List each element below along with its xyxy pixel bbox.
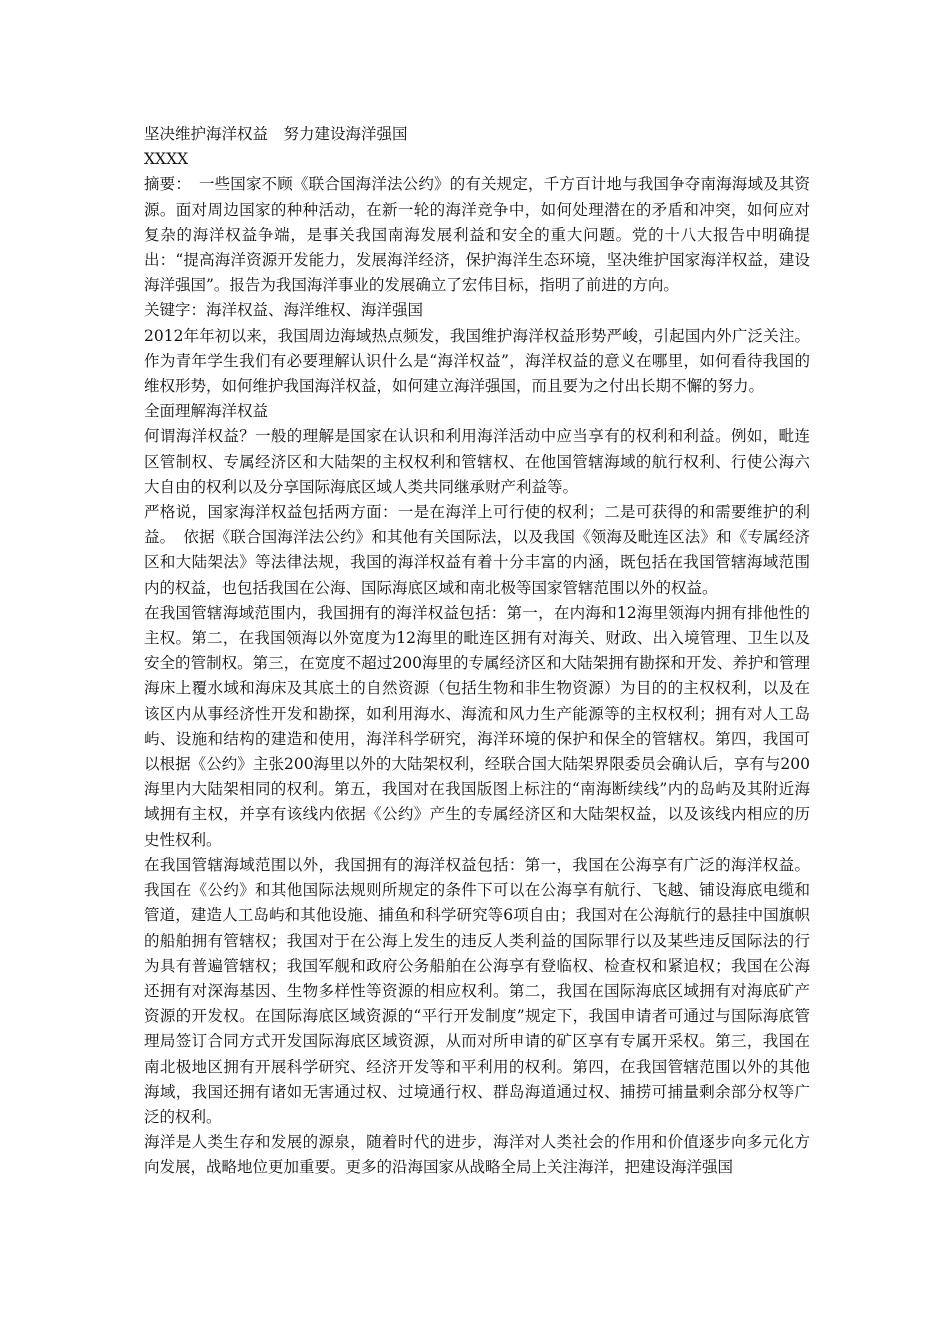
body-paragraph: 在我国管辖海域范围以外，我国拥有的海洋权益包括：第一，我国在公海享有广泛的海洋权益。我国在《公约》和其他国际法规则所规定的条件下可以在公海享有航行、飞越、铺设海底电缆和管道，建造人工岛屿和其他设施、捕鱼和科学研究等6项自由；我国对在公海航行的悬挂中国旗帜的船舶拥有管辖权；我国对于在公海上发生的违反人类利益的国际罪行以及某些违反国际法的行为具有普遍管辖权；我国军舰和政府公务船舶在公海享有登临权、检查权和紧追权；我国在公海还拥有对深海基因、生物多样性等资源的相应权利。第二，我国在国际海底区域拥有对海底矿产资源的开发权。在国际海底区域资源的“平行开发制度”规定下，我国申请者可通过与国际海底管理局签订合同方式开发国际海底区域资源，从而对所申请的矿区享有专属开采权。第三，我国在南北极地区拥有开展科学研究、经济开发等和平利用的权利。第四，在我国管辖范围以外的其他海域，我国还拥有诸如无害通过权、过境通行权、群岛海道通过权、捕捞可捕量剩余部分权等广泛的权利。: [144, 855, 810, 1126]
body-paragraph: 在我国管辖海域范围内，我国拥有的海洋权益包括：第一，在内海和12海里领海内拥有排他性的主权。第二，在我国领海以外宽度为12海里的毗连区拥有对海关、财政、出入境管理、卫生以及安全的管制权。第三，在宽度不超过200海里的专属经济区和大陆架拥有勘探和开发、养护和管理海床上覆水域和海床及其底土的自然资源（包括生物和非生物资源）为目的的主权权利，以及在该区内从事经济性开发和勘探，如利用海水、海流和风力生产能源等的主权权利；拥有对人工岛屿、设施和结构的建造和使用，海洋科学研究，海洋环境的保护和保全的管辖权。第四，我国可以根据《公约》主张200海里以外的大陆架权利，经联合国大陆架界限委员会确认后，享有与200海里内大陆架相同的权利。第五，我国对在我国版图上标注的“南海断续线”内的岛屿及其附近海域拥有主权，并享有该线内依据《公约》产生的专属经济区和大陆架权益，以及该线内相应的历史性权利。: [144, 603, 810, 849]
document-title: 坚决维护海洋权益 努力建设海洋强国: [144, 125, 408, 143]
body-paragraph: 海洋是人类生存和发展的源泉，随着时代的进步，海洋对人类社会的作用和价值逐步向多元化方向发展，战略地位更加重要。更多的沿海国家从战略全局上关注海洋，把建设海洋强国: [144, 1133, 810, 1177]
section-heading: 全面理解海洋权益: [144, 402, 269, 421]
abstract-paragraph: 摘要： 一些国家不顾《联合国海洋法公约》的有关规定，千方百计地与我国争夺南海海域及其资源。面对周边国家的种种活动，在新一轮的海洋竞争中，如何处理潜在的矛盾和冲突，如何应对复杂的海洋权益争端，是事关我国南海发展利益和安全的重大问题。党的十八大报告中明确提出：“提高海洋资源开发能力，发展海洋经济，保护海洋生态环境，坚决维护国家海洋权益，建设海洋强国”。报告为我国海洋事业的发展确立了宏伟目标，指明了前进的方向。: [144, 175, 810, 295]
intro-paragraph: 2012年年初以来，我国周边海域热点频发，我国维护海洋权益形势严峻，引起国内外广泛关注。作为青年学生我们有必要理解认识什么是“海洋权益”，海洋权益的意义在哪里，如何看待我国的维权形势，如何维护我国海洋权益，如何建立海洋强国，而且要为之付出长期不懈的努力。: [144, 326, 810, 396]
document-author: XXXX: [144, 150, 189, 169]
body-paragraph: 严格说，国家海洋权益包括两方面：一是在海洋上可行使的权利；二是可获得的和需要维护的利益。 依据《联合国海洋法公约》和其他有关国际法，以及我国《领海及毗连区法》和《专属经济区和大陆架法》等法律法规，我国的海洋权益有着十分丰富的内涵，既包括在我国管辖海域范围内的权益，也包括我国在公海、国际海底区域和南北极等国家管辖范围以外的权益。: [144, 503, 810, 597]
body-paragraph: 何谓海洋权益？一般的理解是国家在认识和利用海洋活动中应当享有的权利和利益。例如，毗连区管制权、专属经济区和大陆架的主权权利和管辖权、在他国管辖海域的航行权利、行使公海六大自由的权利以及分享国际海底区域人类共同继承财产利益等。: [144, 427, 810, 496]
document-page: [144, 122, 810, 1181]
keywords-line: 关键字：海洋权益、海洋维权、海洋强国: [144, 301, 424, 320]
